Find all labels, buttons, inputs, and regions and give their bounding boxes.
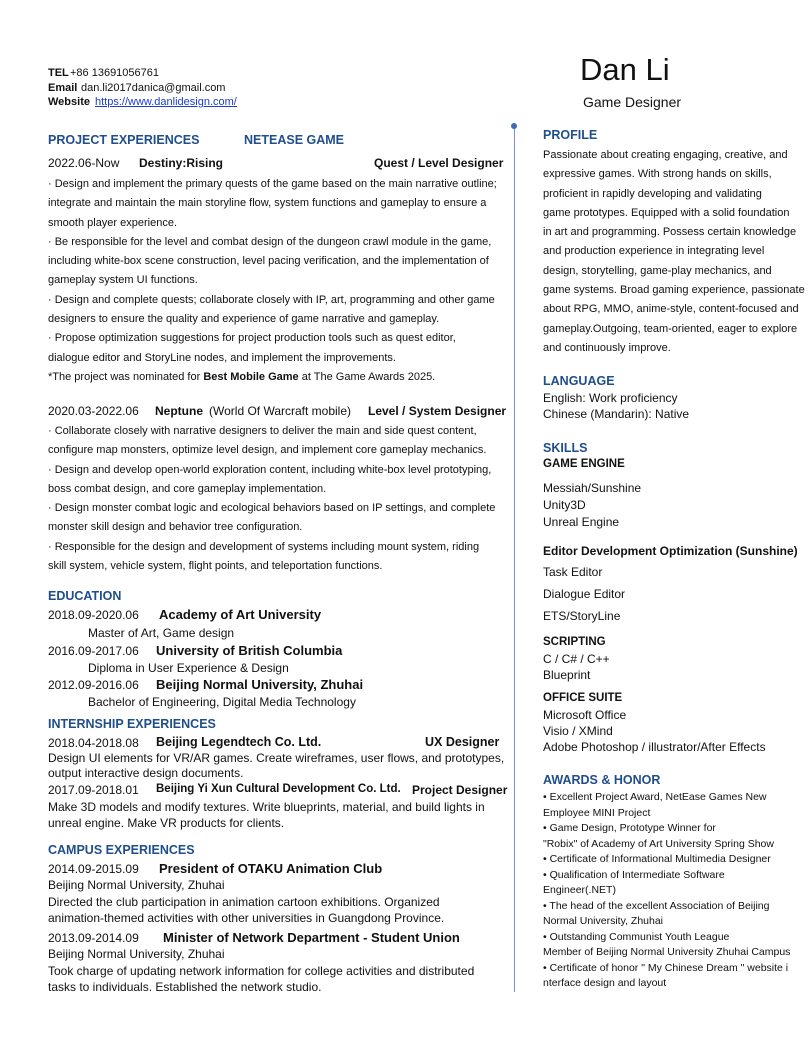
office-2: Visio / XMind (543, 724, 613, 738)
profile-text (543, 146, 805, 358)
award-line: • Excellent Project Award, NetEase Games New (543, 791, 767, 803)
profile-line: game systems. Broad gaming experience, passionate (543, 284, 805, 297)
campus-1-org: Beijing Normal University, Zhuhai (48, 878, 225, 892)
email-value: dan.li2017danica@gmail.com (81, 81, 226, 94)
profile-line: in art and programming. Possess certain knowledge (543, 226, 797, 239)
engine-3: Unreal Engine (543, 515, 620, 529)
award-line: • Certificate of Informational Multimedia Designer (543, 853, 771, 865)
role-subtitle: Game Designer (583, 94, 682, 110)
edu-1-degree: Master of Art, Game design (88, 626, 235, 640)
name-title: Dan Li (580, 52, 670, 87)
p1-note-bold: Best Mobile Game (203, 371, 299, 383)
p1-line: integrate and maintain the main storyline flow, system functions and gameplay to ensure a (48, 197, 487, 210)
skills-heading: SKILLS (543, 441, 588, 455)
award-line: Engineer(.NET) (543, 884, 616, 896)
engine-2: Unity3D (543, 498, 586, 512)
profile-line: and continuously improve. (543, 341, 671, 354)
campus-2-title: Minister of Network Department - Student Union (163, 930, 460, 945)
p1-role: Quest / Level Designer (374, 156, 504, 170)
p2-subtitle: (World Of Warcraft mobile) (209, 404, 352, 418)
award-line: • Game Design, Prototype Winner for (543, 822, 716, 834)
award-line: • Certificate of honor " My Chinese Dream " website i (543, 961, 789, 974)
int-1-role: UX Designer (425, 735, 500, 749)
awards-list (543, 790, 807, 992)
p1-note-pre: *The project was nominated for (48, 371, 204, 383)
p2-line: monster skill design and behavior tree configuration. (48, 521, 303, 534)
campus-1-description (48, 894, 444, 926)
profile-heading: PROFILE (543, 128, 598, 142)
p2-line: skill system, vehicle system, flight points, and teleportation functions. (48, 560, 383, 573)
campus-heading: CAMPUS EXPERIENCES (48, 843, 195, 857)
edu-3-degree: Bachelor of Engineering, Digital Media Technology (88, 695, 356, 709)
language-heading: LANGUAGE (543, 374, 615, 388)
divider-dot (511, 123, 517, 129)
game-engine-heading: GAME ENGINE (543, 458, 625, 470)
p2-role: Level / System Designer (368, 404, 507, 418)
p1-line: · Design and implement the primary quests of the game based on the main narrative outline; (48, 178, 497, 190)
contact-block (48, 66, 237, 110)
campus-2-line: tasks to individuals. Established the network studio. (48, 980, 322, 994)
award-line: nterface design and layout (543, 977, 667, 989)
edu-3-school: Beijing Normal University, Zhuhai (156, 677, 364, 692)
award-line: Employee MINI Project (543, 806, 651, 819)
education-heading: EDUCATION (48, 589, 122, 603)
website-link[interactable]: https://www.danlidesign.com/ (95, 96, 237, 108)
p2-line: · Collaborate closely with narrative designers to deliver the main and side quest content, (48, 425, 477, 437)
office-heading: OFFICE SUITE (543, 692, 623, 704)
p2-line: · Design monster combat logic and ecological behaviors based on IP settings, and complete (48, 502, 496, 515)
p1-note (48, 369, 435, 385)
editor-3: ETS/StoryLine (543, 609, 621, 623)
language-1: English: Work proficiency (543, 391, 678, 405)
office-1: Microsoft Office (543, 708, 627, 722)
tel-label: TEL (48, 67, 69, 79)
p2-description (48, 422, 495, 576)
p1-description (48, 175, 497, 368)
award-line: Member of Beijing Normal University Zhuhai Campus (543, 946, 791, 958)
awards-heading: AWARDS & HONOR (543, 773, 661, 787)
campus-1-line: animation-themed activities with other universities in Guangdong Province. (48, 911, 445, 925)
award-line: • Outstanding Communist Youth League (543, 930, 730, 943)
profile-line: game prototypes. Equipped with a solid foundation (543, 206, 790, 219)
int-1-date: 2018.04-2018.08 (48, 736, 139, 750)
int-1-line: Design UI elements for VR/AR games. Create wireframes, user flows, and prototypes, (48, 751, 505, 765)
int-1-company: Beijing Legendtech Co. Ltd. (156, 735, 322, 749)
campus-1-line: Directed the club participation in animation cartoon exhibitions. Organized (48, 895, 440, 909)
email-label: Email (48, 81, 78, 94)
profile-line: expressive games. With strong hands on skills, (543, 168, 772, 181)
profile-line: Passionate about creating engaging, creative, and (543, 149, 788, 161)
p2-line: boss combat design, and core gameplay implementation. (48, 482, 327, 495)
p1-line: · Design and complete quests; collaborate closely with IP, art, programming and other game (48, 293, 495, 306)
campus-2-line: Took charge of updating network information for college activities and distributed (48, 964, 475, 978)
p2-title: Neptune (155, 404, 203, 418)
profile-line: and production experience in integrating level (543, 245, 765, 258)
int-2-role: Project Designer (412, 783, 508, 797)
p1-title: Destiny:Rising (139, 156, 224, 170)
int-2-line: unreal engine. Make VR products for clients. (48, 815, 285, 830)
edu-1-date: 2018.09-2020.06 (48, 608, 139, 622)
p1-line: gameplay system UI functions. (48, 274, 198, 287)
project-heading: PROJECT EXPERIENCES (48, 133, 200, 147)
int-1-description (48, 751, 504, 781)
p1-line: · Be responsible for the level and combat design of the dungeon crawl module in the game, (48, 235, 492, 248)
p2-line: · Responsible for the design and development of systems including mount system, riding (48, 540, 480, 553)
int-2-date: 2017.09-2018.01 (48, 783, 139, 797)
p1-date: 2022.06-Now (48, 156, 120, 170)
editor-1: Task Editor (543, 565, 603, 579)
p1-line: including white-box scene construction, level pacing verification, and the implementation of (48, 255, 489, 268)
editor-2: Dialogue Editor (543, 587, 626, 601)
website-label: Website (48, 96, 90, 108)
campus-1-date: 2014.09-2015.09 (48, 862, 139, 876)
editor-heading: Editor Development Optimization (Sunshine) (543, 544, 798, 558)
edu-3-date: 2012.09-2016.06 (48, 678, 139, 692)
profile-line: gameplay.Outgoing, team-oriented, eager to explore (543, 322, 798, 335)
campus-2-date: 2013.09-2014.09 (48, 931, 139, 945)
tel-value: +86 13691056761 (70, 67, 160, 79)
column-divider (514, 128, 515, 992)
p2-line: configure map monsters, optimize level design, and implement core gameplay mechanics. (48, 444, 487, 457)
scripting-2: Blueprint (543, 668, 591, 682)
award-line: • Qualification of Intermediate Software (543, 868, 725, 881)
award-line: Normal University, Zhuhai (543, 915, 664, 927)
engine-1: Messiah/Sunshine (543, 481, 642, 495)
p1-line: dialogue editor and StoryLine nodes, and implement the improvements. (48, 351, 396, 364)
p2-line: · Design and develop open-world exploration content, including white-box level prototyping, (48, 463, 492, 476)
scripting-heading: SCRIPTING (543, 636, 606, 648)
edu-2-date: 2016.09-2017.06 (48, 644, 139, 658)
edu-1-school: Academy of Art University (159, 607, 322, 622)
award-line: • The head of the excellent Association of Beijing (543, 899, 770, 912)
campus-2-description (48, 963, 474, 995)
int-1-line: output interactive design documents. (48, 766, 244, 780)
campus-1-title: President of OTAKU Animation Club (159, 861, 383, 876)
edu-2-degree: Diploma in User Experience & Design (88, 661, 289, 675)
p1-line: smooth player experience. (48, 216, 178, 229)
p1-note-post: at The Game Awards 2025. (298, 371, 436, 383)
office-3: Adobe Photoshop / illustrator/After Effects (543, 740, 766, 754)
campus-2-org: Beijing Normal University, Zhuhai (48, 947, 225, 961)
edu-2-school: University of British Columbia (156, 643, 343, 658)
int-2-company: Beijing Yi Xun Cultural Development Co. Ltd. (156, 783, 401, 795)
p1-line: · Propose optimization suggestions for project production tools such as quest editor, (48, 332, 456, 345)
contact-website (48, 95, 237, 110)
internship-heading: INTERNSHIP EXPERIENCES (48, 717, 216, 731)
p2-date: 2020.03-2022.06 (48, 404, 139, 418)
project-company: NETEASE GAME (244, 133, 345, 147)
contact-tel (48, 66, 237, 81)
language-2: Chinese (Mandarin): Native (543, 407, 690, 421)
p1-line: designers to ensure the quality and experience of game narrative and gameplay. (48, 313, 440, 326)
contact-email (48, 81, 237, 96)
profile-line: about RPG, MMO, anime-style, content-focused and (543, 303, 799, 316)
int-2-line: Make 3D models and modify textures. Write blueprints, material, and build lights in (48, 800, 485, 814)
scripting-1: C / C# / C++ (543, 652, 610, 666)
profile-line: proficient in rapidly developing and validating (543, 187, 762, 200)
profile-line: design, storytelling, game-play mechanics, and (543, 264, 772, 277)
int-2-description (48, 800, 485, 831)
award-line: "Robix" of Academy of Art University Spring Show (543, 837, 774, 850)
